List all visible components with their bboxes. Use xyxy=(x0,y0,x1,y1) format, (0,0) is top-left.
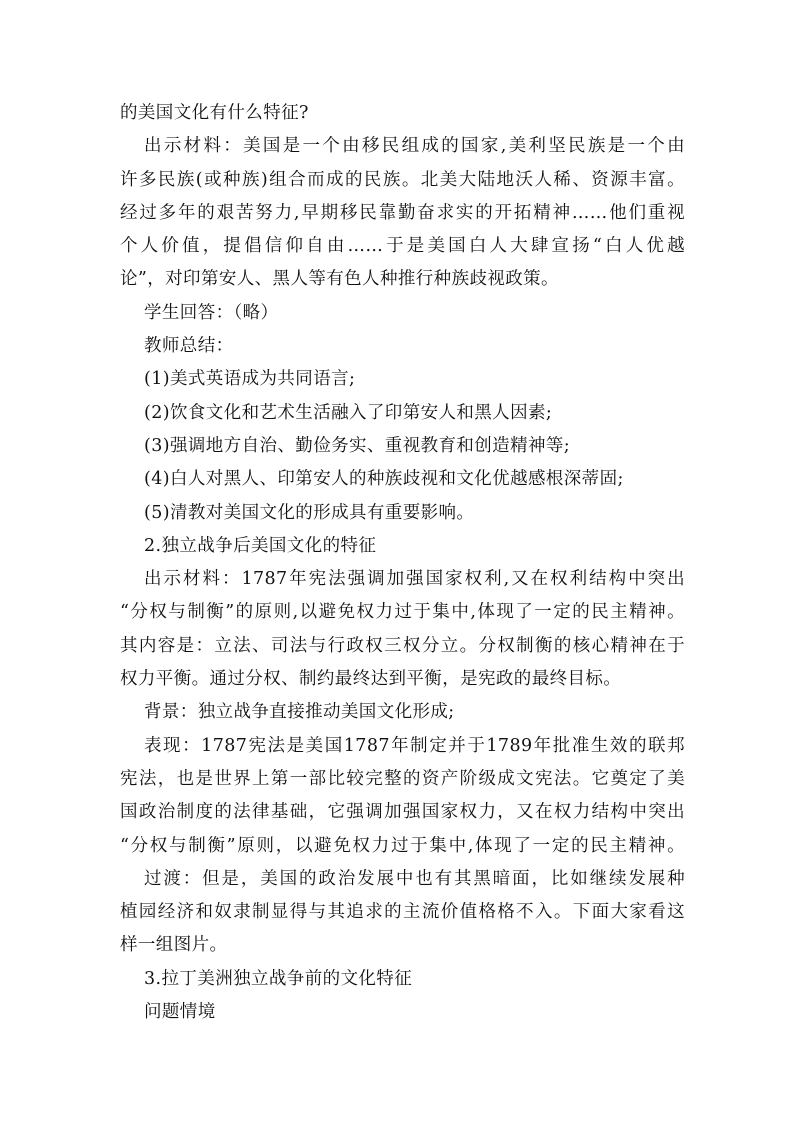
text-line: 其内容是：立法、司法与行政权三权分立。分权制衡的核心精神在于 xyxy=(120,635,685,656)
text-line: 表现：1787宪法是美国1787年制定并于1789年批准生效的联邦 xyxy=(144,735,685,756)
text-line: (3)强调地方自治、勤俭务实、重视教育和创造精神等; xyxy=(144,435,571,456)
text-line: 许多民族(或种族)组合而成的民族。北美大陆地沃人稀、资源丰富。 xyxy=(120,169,685,190)
text-line: “分权与制衡”原则，以避免权力过于集中,体现了一定的民主精神。 xyxy=(120,835,685,856)
text-line: 的美国文化有什么特征? xyxy=(120,103,309,123)
text-line: 宪法，也是世界上第一部比较完整的资产阶级成文宪法。它奠定了美 xyxy=(120,768,685,789)
text-line: 经过多年的艰苦努力,早期移民靠勤奋求实的开拓精神……他们重视 xyxy=(120,202,685,223)
section-heading: 2.独立战争后美国文化的特征 xyxy=(144,535,377,556)
text-line: 教师总结： xyxy=(144,336,234,357)
document-body xyxy=(120,97,685,1029)
text-line: 学生回答：（略） xyxy=(144,302,279,323)
text-line: 背景：独立战争直接推动美国文化形成; xyxy=(144,702,455,723)
text-line: (1)美式英语成为共同语言; xyxy=(144,369,356,390)
text-line: (2)饮食文化和艺术生活融入了印第安人和黑人因素; xyxy=(144,402,553,423)
text-line: (4)白人对黑人、印第安人的种族歧视和文化优越感根深蒂固; xyxy=(144,469,624,490)
text-line: “分权与制衡”的原则,以避免权力过于集中,体现了一定的民主精神。 xyxy=(120,602,685,623)
text-line: 过渡：但是，美国的政治发展中也有其黑暗面，比如继续发展种 xyxy=(144,868,685,889)
text-line: 出示材料：美国是一个由移民组成的国家,美利坚民族是一个由 xyxy=(144,136,685,157)
text-line: 论”，对印第安人、黑人等有色人种推行种族歧视政策。 xyxy=(120,269,559,290)
text-line: 个人价值，提倡信仰自由……于是美国白人大肆宣扬“白人优越 xyxy=(120,236,685,257)
text-line: 出示材料：1787年宪法强调加强国家权利,又在权利结构中突出 xyxy=(144,569,685,590)
text-line: (5)清教对美国文化的形成具有重要影响。 xyxy=(144,502,475,523)
section-heading: 3.拉丁美洲独立战争前的文化特征 xyxy=(144,968,413,989)
text-line: 植园经济和奴隶制显得与其追求的主流价值格格不入。下面大家看这 xyxy=(120,902,685,923)
text-line: 国政治制度的法律基础，它强调加强国家权力，又在权力结构中突出 xyxy=(120,802,685,823)
text-line: 样一组图片。 xyxy=(120,935,228,956)
text-line: 权力平衡。通过分权、制约最终达到平衡，是宪政的最终目标。 xyxy=(120,669,622,690)
text-line: 问题情境 xyxy=(144,1002,216,1023)
